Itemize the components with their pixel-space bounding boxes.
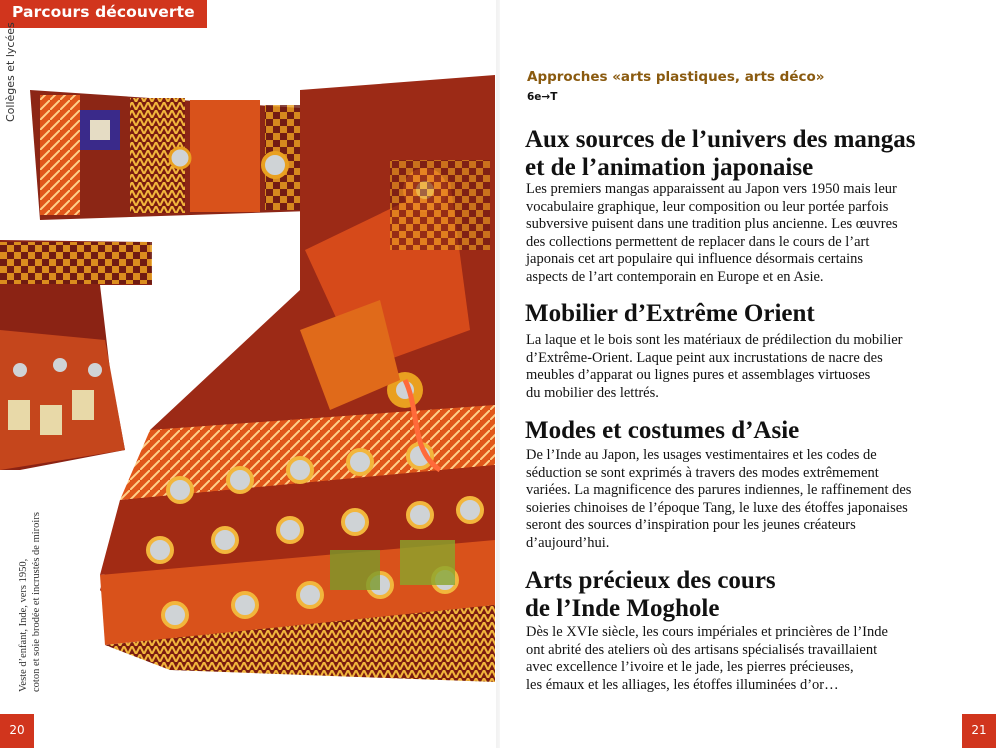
title-line: de l’Inde Moghole (525, 595, 720, 622)
body-line: La laque et le bois sont les matériaux de prédilection du mobilier (526, 332, 903, 348)
body-line: Les premiers mangas apparaissent au Japon vers 1950 mais leur (526, 181, 897, 197)
caption-line-1: Veste d’enfant, Inde, vers 1950, (18, 558, 29, 692)
section-title-mobilier (525, 300, 985, 328)
body-line: d’aujourd’hui. (526, 534, 610, 551)
title-line: Aux sources de l’univers des mangas (525, 126, 916, 153)
title-line: Mobilier d’Extrême Orient (525, 300, 815, 327)
body-line: De l’Inde au Japon, les usages vestimentaires et les codes de (526, 447, 877, 463)
body-line: des collections permettent de replacer dans le cours de l’art (526, 233, 870, 250)
side-label: Collèges et lycées (4, 22, 17, 122)
section-body-arts-precieux (526, 624, 946, 694)
body-line: meubles d’apparat ou lignes pures et assemblages virtuoses (526, 367, 871, 383)
embroidered-jacket-image (0, 70, 500, 690)
title-line: Arts précieux des cours (525, 567, 776, 594)
approach-heading: Approches «arts plastiques, arts déco» (527, 69, 825, 85)
section-title-mangas (525, 126, 985, 182)
banner-label: Parcours découverte (12, 3, 195, 21)
section-title-arts-precieux (525, 567, 985, 623)
body-line: variées. La magnificence des parures indiennes, le raffinement des (526, 482, 912, 498)
page-number-left: 20 (0, 714, 34, 748)
page-number-right: 21 (962, 714, 996, 748)
body-line: subversive puisent dans une tradition plus ancienne. Les œuvres (526, 216, 898, 232)
section-body-mobilier (526, 332, 946, 402)
small-jacket (0, 240, 152, 470)
body-line: avec excellence l’ivoire et le jade, les pierres précieuses, (526, 659, 854, 675)
body-line: soieries chinoises de l’époque Tang, le luxe des étoffes japonaises (526, 499, 908, 516)
body-line: vocabulaire graphique, leur composition ou leur portée parfois (526, 198, 889, 215)
caption-line-2: coton et soie brodée et incrustés de miroirs (30, 512, 42, 692)
body-line: ont abrité des ateliers où des artisans spécialisés travaillaient (526, 641, 878, 658)
body-line: du mobilier des lettrés. (526, 384, 659, 401)
body-line: japonais cet art populaire qui influence désormais certains (526, 251, 863, 267)
body-line: Dès le XVIe siècle, les cours impériales et princières de l’Inde (526, 624, 888, 640)
image-caption (18, 512, 43, 692)
section-title-modes (525, 417, 985, 445)
body-line: les émaux et les alliages, les étoffes illuminées d’or… (526, 676, 839, 693)
level-indicator: 6e→T (527, 91, 558, 103)
section-body-mangas (526, 181, 946, 286)
body-line: seront des sources d’inspiration pour les jeunes créateurs (526, 517, 856, 533)
title-line: et de l’animation japonaise (525, 154, 814, 181)
body-line: aspects de l’art contemporain en Europe et en Asie. (526, 268, 824, 285)
section-banner (0, 0, 207, 28)
section-body-modes (526, 447, 946, 552)
body-line: séduction se sont exprimés à travers des modes extrêmement (526, 464, 879, 481)
title-line: Modes et costumes d’Asie (525, 417, 800, 444)
body-line: d’Extrême-Orient. Laque peint aux incrustations de nacre des (526, 349, 883, 366)
